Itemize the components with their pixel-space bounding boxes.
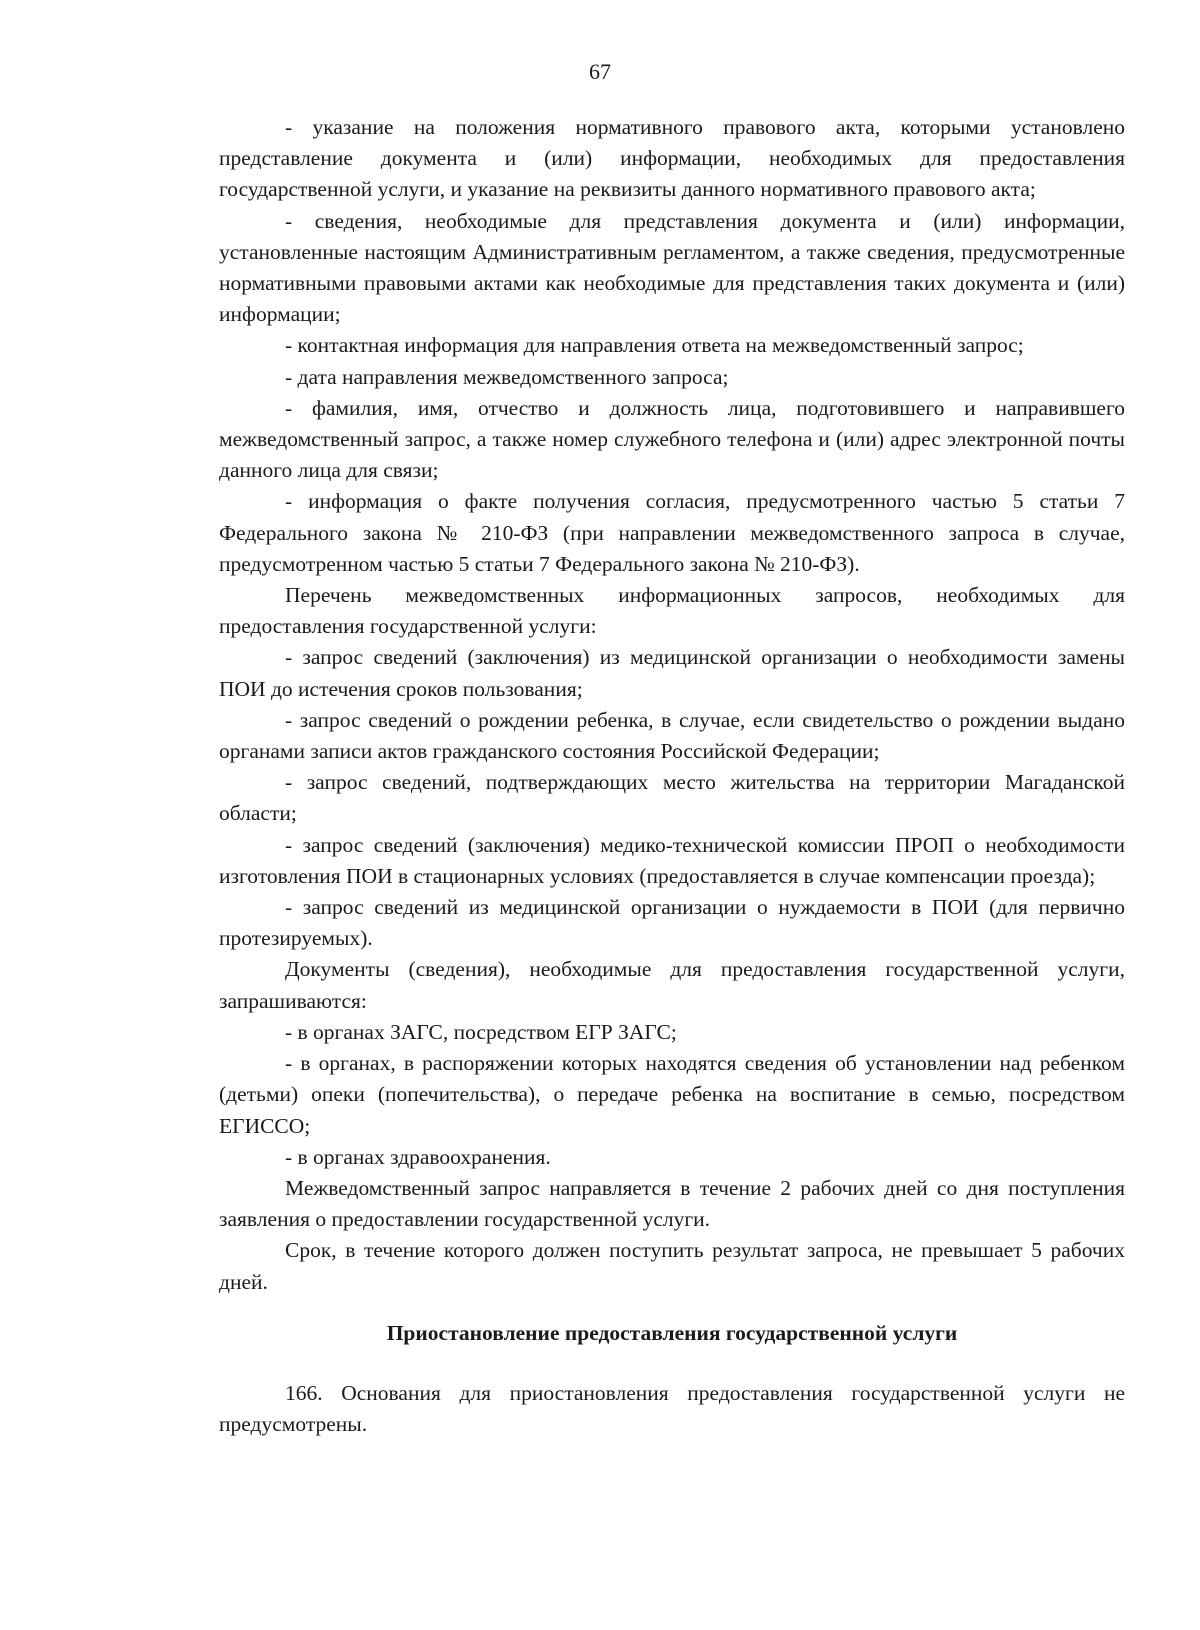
paragraph: - в органах здравоохранения. bbox=[285, 1144, 551, 1169]
paragraph: - запрос сведений о рождении ребенка, в случае, если свидетельство о рождении выдано органами записи актов гражданского состояния Российской Федерации; bbox=[219, 707, 1125, 764]
closing-paragraph: 166. Основания для приостановления предоставления государственной услуги не предусмотрены. bbox=[219, 1381, 1125, 1437]
paragraph: - дата направления межведомственного запроса; bbox=[285, 364, 729, 389]
paragraph: Срок, в течение которого должен поступить результат запроса, не превышает 5 рабочих дней. bbox=[219, 1238, 1125, 1294]
paragraph: Документы (сведения), необходимые для предоставления государственной услуги, запрашиваются: bbox=[219, 957, 1125, 1013]
paragraph: Межведомственный запрос направляется в течение 2 рабочих дней со дня поступления заявления о предоставлении государственной услуги. bbox=[219, 1175, 1125, 1232]
paragraph: - фамилия, имя, отчество и должность лица, подготовившего и направившего межведомственный запрос, а также номер служебного телефона и (или) адрес электронной почты данного лица для связи; bbox=[219, 395, 1125, 483]
paragraph: - запрос сведений (заключения) медико-технической комиссии ПРОП о необходимости изготовления ПОИ в стационарных условиях (предоставляется в случае компенсации проезда); bbox=[219, 832, 1125, 888]
paragraph: - запрос сведений, подтверждающих место жительства на территории Магаданской области; bbox=[219, 770, 1125, 826]
document-body bbox=[219, 112, 1125, 1298]
paragraph: - контактная информация для направления ответа на межведомственный запрос; bbox=[285, 333, 1024, 358]
paragraph: - информация о факте получения согласия, предусмотренного частью 5 статьи 7 Федерального закона № 210-ФЗ (при направлении межведомственного запроса в случае, предусмотренном частью 5 статьи 7 Федерального закона № 210-ФЗ). bbox=[219, 489, 1125, 576]
closing-section bbox=[219, 1378, 1125, 1440]
page-number: 67 bbox=[589, 59, 611, 84]
paragraph: - сведения, необходимые для представления документа и (или) информации, установленные настоящим Административным регламентом, а также сведения, предусмотренные нормативными правовыми актами как необходимые для представления таких документа и (или) информации; bbox=[219, 208, 1125, 327]
paragraph: - в органах ЗАГС, посредством ЕГР ЗАГС; bbox=[285, 1019, 677, 1044]
paragraph: - в органах, в распоряжении которых находятся сведения об установлении над ребенком (детьми) опеки (попечительства), о передаче ребенка на воспитание в семью, посредством ЕГИССО; bbox=[219, 1051, 1125, 1138]
paragraph: - запрос сведений (заключения) из медицинской организации о необходимости замены ПОИ до истечения сроков пользования; bbox=[219, 645, 1125, 701]
paragraph: - запрос сведений из медицинской организации о нуждаемости в ПОИ (для первично протезируемых). bbox=[219, 895, 1125, 951]
section-heading: Приостановление предоставления государственной услуги bbox=[386, 1321, 958, 1345]
paragraph: Перечень межведомственных информационных запросов, необходимых для предоставления государственной услуги: bbox=[219, 583, 1125, 639]
paragraph: - указание на положения нормативного правового акта, которыми установлено представление документа и (или) информации, необходимых для предоставления государственной услуги, и указание на реквизиты данного нормативного правового акта; bbox=[219, 115, 1125, 202]
